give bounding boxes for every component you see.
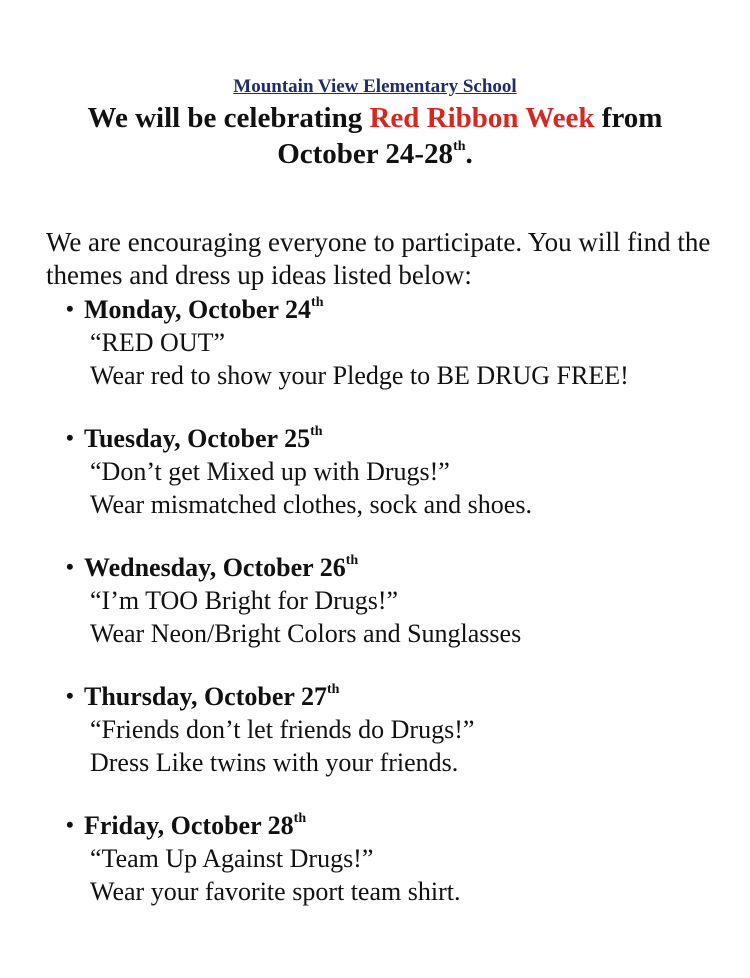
day-description: Wear red to show your Pledge to BE DRUG FREE! — [90, 361, 629, 390]
day-theme: “Don’t get Mixed up with Drugs!” — [90, 457, 450, 486]
headline-period: . — [465, 138, 473, 170]
headline-dates-ordinal: th — [453, 139, 466, 155]
day-date: Monday, October 24th — [84, 295, 324, 324]
bullet-icon: • — [66, 683, 74, 708]
theme-day-list — [66, 293, 736, 938]
day-theme: “Team Up Against Drugs!” — [90, 844, 374, 873]
intro-paragraph: We are encouraging everyone to participate. You will find the themes and dress up ideas listed below: — [46, 227, 711, 290]
day-date: Wednesday, October 26th — [84, 553, 359, 582]
day-description: Wear Neon/Bright Colors and Sunglasses — [90, 619, 522, 648]
day-description: Wear your favorite sport team shirt. — [90, 877, 461, 906]
bullet-icon: • — [66, 554, 74, 579]
bullet-icon: • — [66, 812, 74, 837]
headline-text-start: We will be celebrating — [87, 102, 370, 134]
bullet-icon: • — [66, 296, 74, 321]
day-theme: “RED OUT” — [90, 328, 226, 357]
school-name: Mountain View Elementary School — [233, 76, 517, 97]
headline-dates: October 24-28 — [277, 138, 454, 170]
headline-text-end: from — [594, 102, 663, 134]
day-theme: “Friends don’t let friends do Drugs!” — [90, 715, 475, 744]
theme-day-item — [66, 680, 736, 779]
bullet-icon: • — [66, 425, 74, 450]
day-date: Thursday, October 27th — [84, 682, 340, 711]
day-description: Wear mismatched clothes, sock and shoes. — [90, 490, 532, 519]
day-date: Tuesday, October 25th — [84, 424, 323, 453]
theme-day-item — [66, 293, 736, 392]
theme-day-item — [66, 809, 736, 908]
day-theme: “I’m TOO Bright for Drugs!” — [90, 586, 399, 615]
day-description: Dress Like twins with your friends. — [90, 748, 459, 777]
theme-day-item — [66, 422, 736, 521]
theme-day-item — [66, 551, 736, 650]
headline-highlight: Red Ribbon Week — [369, 102, 595, 134]
headline — [40, 100, 710, 172]
day-date: Friday, October 28th — [84, 811, 307, 840]
